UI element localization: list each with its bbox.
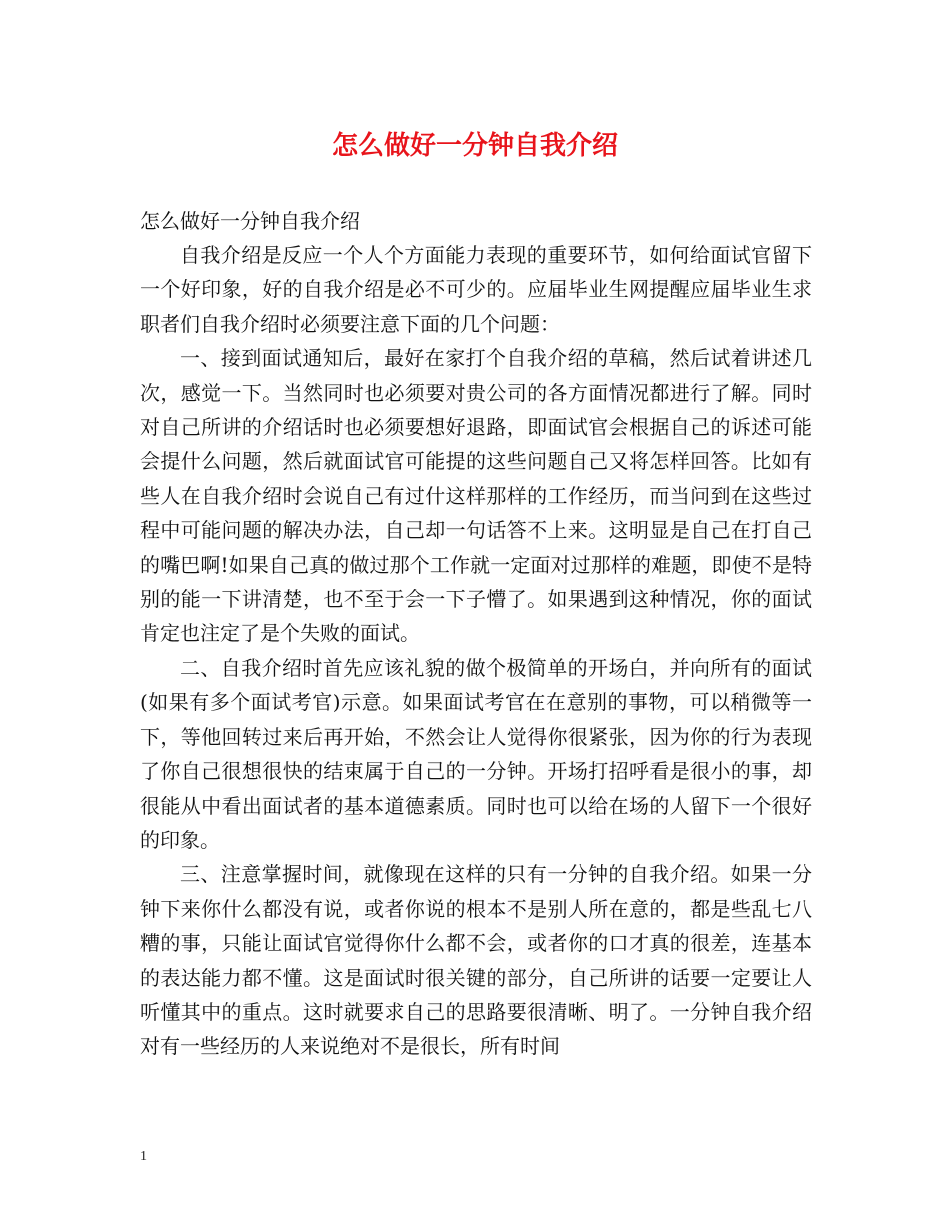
document-body: [140, 204, 812, 1064]
paragraph-point-one: 一、接到面试通知后，最好在家打个自我介绍的草稿，然后试着讲述几次，感觉一下。当然同时也必须要对贵公司的各方面情况都进行了解。同时对自己所讲的介绍话时也必须要想好退路，即面试官会根据自己的诉述可能会提什么问题，然后就面试官可能提的这些问题自己又将怎样回答。比如有些人在自我介绍时会说自己有过什这样那样的工作经历，而当问到在这些过程中可能问题的解决办法，自己却一句话答不上来。这明显是自己在打自己的嘴巴啊!如果自己真的做过那个工作就一定面对过那样的难题，即使不是特别的能一下讲清楚，也不至于会一下子懵了。如果遇到这种情况，你的面试肯定也注定了是个失败的面试。: [140, 346, 812, 646]
document-subtitle: 怎么做好一分钟自我介绍: [140, 209, 360, 233]
page-number: 1: [140, 1149, 147, 1164]
paragraph-intro: 自我介绍是反应一个人个方面能力表现的重要环节，如何给面试官留下一个好印象，好的自我介绍是必不可少的。应届毕业生网提醒应届毕业生求职者们自我介绍时必须要注意下面的几个问题：: [140, 243, 812, 336]
document-title: 怎么做好一分钟自我介绍: [331, 131, 618, 161]
paragraph-point-three: 三、注意掌握时间，就像现在这样的只有一分钟的自我介绍。如果一分钟下来你什么都没有说，或者你说的根本不是别人所在意的，都是些乱七八糟的事，只能让面试官觉得你什么都不会，或者你的口才真的很差，连基本的表达能力都不懂。这是面试时很关键的部分，自己所讲的话要一定要让人听懂其中的重点。这时就要求自己的思路要很清晰、明了。一分钟自我介绍对有一些经历的人来说绝对不是很长，所有时间: [140, 862, 812, 1059]
paragraph-point-two: 二、自我介绍时首先应该礼貌的做个极简单的开场白，并向所有的面试(如果有多个面试考官)示意。如果面试考官在在意别的事物，可以稍微等一下，等他回转过来后再开始，不然会让人觉得你很紧张，因为你的行为表现了你自己很想很快的结束属于自己的一分钟。开场打招呼看是很小的事，却很能从中看出面试者的基本道德素质。同时也可以给在场的人留下一个很好的印象。: [140, 655, 812, 852]
